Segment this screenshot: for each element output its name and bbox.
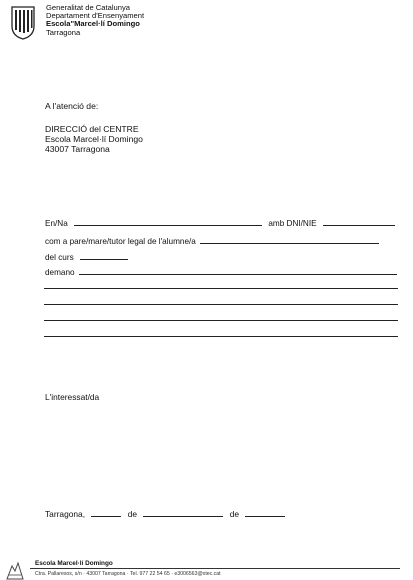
- date-city: Tarragona,: [45, 509, 86, 519]
- date-de-2: de: [229, 509, 240, 519]
- letterhead-government: Generalitat de Catalunya: [46, 3, 131, 12]
- course-row: [45, 251, 128, 262]
- request-line-3[interactable]: [44, 320, 398, 321]
- course-field[interactable]: [80, 251, 128, 260]
- dni-label: amb DNI/NIE: [268, 219, 317, 228]
- recipient-postal: 43007 Tarragona: [45, 144, 110, 155]
- guardian-label: com a pare/mare/tutor legal de l'alumne/a: [45, 237, 196, 246]
- request-line-4[interactable]: [44, 336, 398, 337]
- letterhead-department: Departament d'Ensenyament: [46, 11, 145, 21]
- request-line-1[interactable]: [44, 288, 398, 289]
- year-field[interactable]: [245, 508, 285, 517]
- day-field[interactable]: [91, 508, 121, 517]
- letterhead-city: Tarragona: [46, 27, 81, 37]
- request-label: demano: [45, 268, 75, 277]
- footer-contact-info: Ctra. Pallaresos, s/n · 43007 Tarragona · Tel. 977 22 54 65 · e3006563@xtec.cat: [35, 571, 221, 577]
- date-row: [45, 508, 285, 519]
- footer-school-name: Escola Marcel·lí Domingo: [35, 560, 113, 567]
- student-row: [45, 235, 379, 246]
- school-logo-icon: [6, 560, 24, 580]
- recipient-address: [45, 124, 143, 155]
- recipient-school: Escola Marcel·lí Domingo: [45, 134, 143, 145]
- request-field[interactable]: [79, 266, 397, 275]
- course-label: del curs: [45, 253, 74, 262]
- letterhead: [46, 4, 144, 37]
- applicant-label: En/Na: [45, 219, 68, 228]
- letterhead-school: Escola"Marcel·lí Domingo: [46, 19, 140, 29]
- recipient-title: DIRECCIÓ del CENTRE: [45, 124, 139, 134]
- applicant-row: [45, 217, 395, 228]
- coat-of-arms-icon: [10, 6, 36, 40]
- applicant-name-field[interactable]: [74, 217, 262, 226]
- footer-divider: [30, 568, 400, 569]
- dni-field[interactable]: [323, 217, 395, 226]
- request-row: [45, 266, 397, 277]
- student-name-field[interactable]: [200, 235, 379, 244]
- date-de-1: de: [127, 509, 138, 519]
- month-field[interactable]: [143, 508, 223, 517]
- attention-label: A l'atenció de:: [45, 101, 99, 111]
- signature-label: L'interessat/da: [45, 392, 100, 402]
- request-line-2[interactable]: [44, 304, 398, 305]
